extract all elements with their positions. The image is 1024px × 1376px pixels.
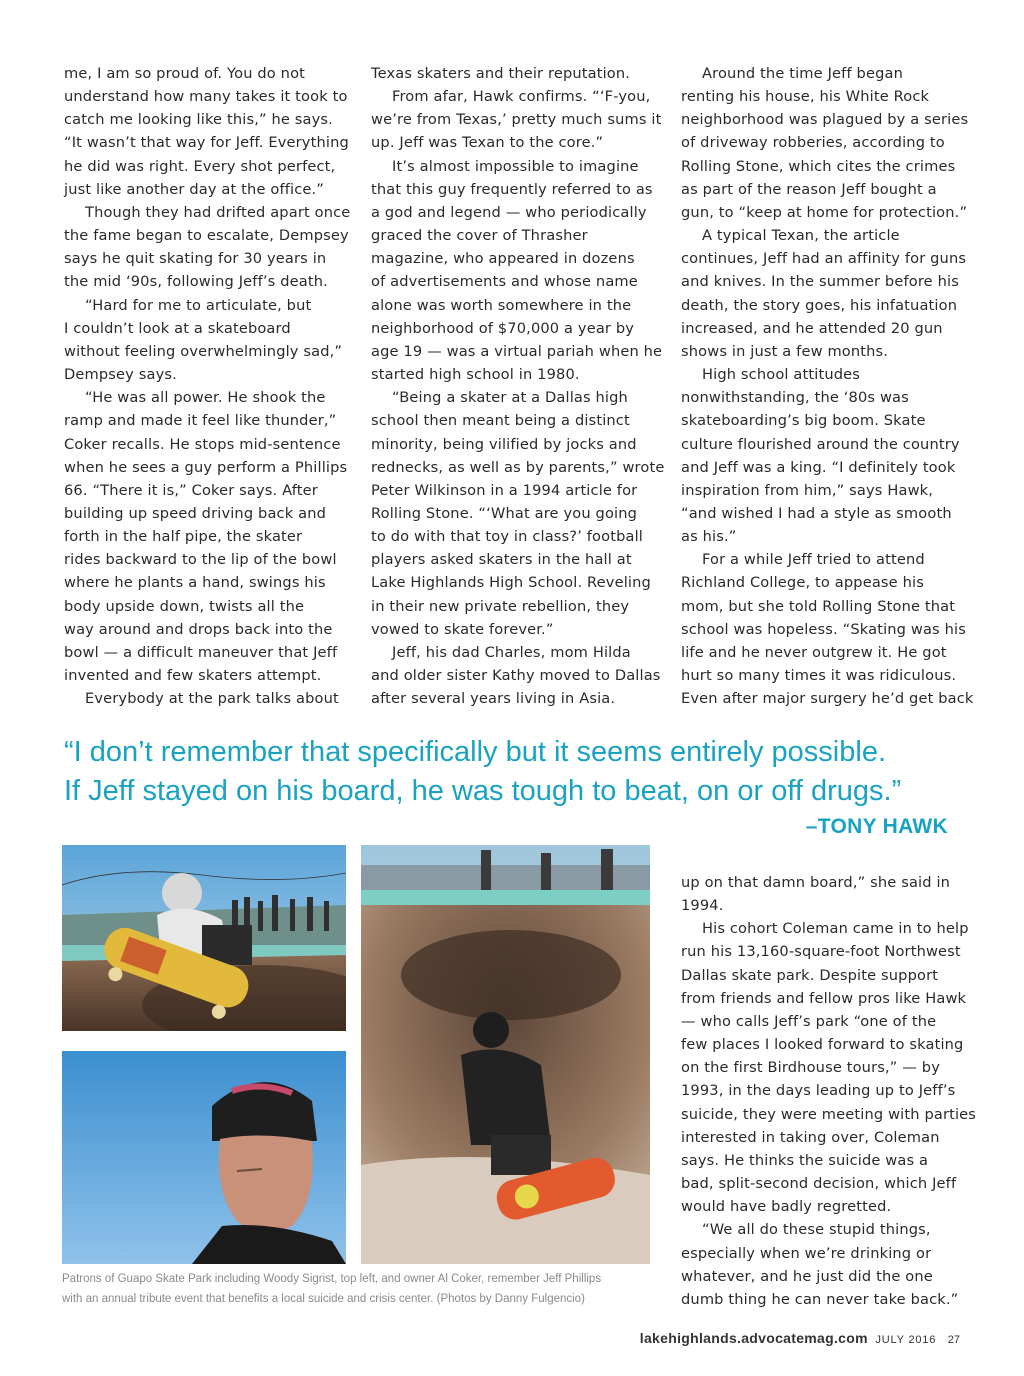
article-line: and Jeff was a king. “I definitely took [681, 458, 956, 476]
article-line: “It wasn’t that way for Jeff. Everything [64, 134, 349, 152]
article-line: school then meant being a distinct [371, 412, 630, 430]
article-column-2 [371, 62, 665, 710]
article-line: Rolling Stone, which cites the crimes [681, 157, 956, 175]
article-line: rides backward to the lip of the bowl [64, 551, 337, 569]
article-line: where he plants a hand, swings his [64, 574, 326, 592]
article-line: especially when we’re drinking or [681, 1244, 932, 1262]
article-line: renting his house, his White Rock [681, 88, 930, 106]
pull-quote-attribution: –TONY HAWK [805, 815, 948, 838]
article-line: Richland College, to appease his [681, 574, 924, 592]
article-line: interested in taking over, Coleman [681, 1128, 940, 1146]
article-line: ramp and made it feel like thunder,” [64, 412, 337, 430]
article-line: 66. “There it is,” Coker says. After [64, 481, 318, 499]
article-line: skateboarding’s big boom. Skate [681, 412, 926, 430]
article-line: and older sister Kathy moved to Dallas [371, 667, 661, 685]
article-line: of advertisements and whose name [371, 273, 638, 291]
article-line: life and he never outgrew it. He got [681, 643, 947, 661]
article-line: “Hard for me to articulate, but [85, 296, 312, 314]
article-line: magazine, who appeared in dozens [371, 250, 635, 268]
article-line: a god and legend — who periodically [371, 203, 647, 221]
article-line: from friends and fellow pros like Hawk [681, 989, 967, 1007]
article-line: building up speed driving back and [64, 504, 327, 522]
article-line: increased, and he attended 20 gun [681, 319, 943, 337]
article-line: Dallas skate park. Despite support [681, 966, 939, 984]
article-line: dumb thing he can never take back.” [681, 1290, 959, 1308]
article-line: continues, Jeff had an affinity for guns [681, 250, 967, 268]
article-line: suicide, they were meeting with parties [681, 1105, 977, 1123]
article-line: inspiration from him,” says Hawk, [681, 481, 934, 499]
article-line: Peter Wilkinson in a 1994 article for [371, 481, 638, 499]
article-line: I couldn’t look at a skateboard [64, 319, 291, 337]
article-line: Though they had drifted apart once [85, 203, 351, 221]
article-line: as part of the reason Jeff bought a [681, 180, 937, 198]
pull-quote-line: If Jeff stayed on his board, he was tough to beat, on or off drugs.” [64, 774, 902, 807]
article-line: says he quit skating for 30 years in [64, 250, 327, 268]
article-line: without feeling overwhelmingly sad,” [64, 342, 343, 360]
article-line: when he sees a guy perform a Phillips [64, 458, 348, 476]
bowl-skater-photo [361, 845, 650, 1264]
article-line: after several years living in Asia. [371, 690, 616, 708]
article-line: and knives. In the summer before his [681, 273, 959, 291]
article-line: Rolling Stone. “‘What are you going [371, 504, 638, 522]
article-line: he did was right. Every shot perfect, [64, 157, 336, 175]
article-line: vowed to skate forever.” [371, 620, 554, 638]
article-line: From afar, Hawk confirms. “‘F-you, [392, 88, 651, 106]
pull-quote-line: “I don’t remember that specifically but it seems entirely possible. [64, 736, 887, 768]
article-line: forth in the half pipe, the skater [64, 528, 303, 546]
article-line: just like another day at the office.” [64, 180, 325, 198]
article-line: understand how many takes it took to [64, 88, 348, 106]
page-number: 27 [947, 1334, 960, 1346]
article-line: in their new private rebellion, they [371, 597, 630, 615]
article-line: shows in just a few months. [681, 342, 889, 360]
article-column-3-continued [681, 871, 977, 1311]
article-line: culture flourished around the country [681, 435, 960, 453]
article-line: hurt so many times it was ridiculous. [681, 667, 957, 685]
helmet-portrait-photo [62, 1051, 346, 1264]
article-line: catch me looking like this,” he says. [64, 111, 333, 129]
article-line: body upside down, twists all the [64, 597, 305, 615]
article-line: Coker recalls. He stops mid-sentence [64, 435, 341, 453]
article-line: as his.” [681, 528, 737, 546]
article-line: the fame began to escalate, Dempsey [64, 227, 349, 245]
article-line: says. He thinks the suicide was a [681, 1151, 929, 1169]
article-line: neighborhood of $70,000 a year by [371, 319, 635, 337]
article-line: that this guy frequently referred to as [371, 180, 653, 198]
article-line: school was hopeless. “Skating was his [681, 620, 966, 638]
photo-caption [62, 1269, 662, 1309]
article-line: whatever, and he just did the one [681, 1267, 933, 1285]
article-line: would have badly regretted. [681, 1198, 892, 1216]
article-line: Everybody at the park talks about [85, 690, 339, 708]
article-line: me, I am so proud of. You do not [64, 65, 306, 82]
footer-site-url[interactable]: lakehighlands.advocatemag.com [639, 1330, 868, 1346]
article-line: 1994. [681, 897, 724, 915]
article-line: “Being a skater at a Dallas high [392, 389, 628, 407]
caption-line: Patrons of Guapo Skate Park including Woody Sigrist, top left, and owner Al Coker, remember Jeff Phillips [62, 1273, 602, 1285]
article-column-1 [64, 62, 354, 710]
article-line: minority, being vilified by jocks and [371, 435, 637, 453]
article-line: death, the story goes, his infatuation [681, 296, 958, 314]
article-line: rednecks, as well as by parents,” wrote [371, 458, 665, 476]
article-line: the mid ‘90s, following Jeff’s death. [64, 273, 328, 291]
article-line: nonwithstanding, the ‘80s was [681, 389, 909, 407]
article-line: A typical Texan, the article [702, 227, 900, 245]
article-line: of driveway robberies, according to [681, 134, 945, 152]
article-line: invented and few skaters attempt. [64, 667, 322, 685]
article-line: Around the time Jeff began [702, 65, 903, 82]
footer-issue-date: JULY 2016 [875, 1334, 937, 1346]
skater-board-grab-photo [62, 845, 346, 1031]
article-line: Texas skaters and their reputation. [371, 65, 631, 82]
article-line: Jeff, his dad Charles, mom Hilda [392, 643, 631, 661]
article-line: “He was all power. He shook the [85, 389, 326, 407]
article-line: run his 13,160-square-foot Northwest [681, 943, 961, 961]
article-line: graced the cover of Thrasher [371, 227, 588, 245]
article-line: neighborhood was plagued by a series [681, 111, 969, 129]
caption-line: with an annual tribute event that benefits a local suicide and crisis center. (Photos by Danny Fulgencio) [62, 1293, 585, 1305]
article-line: Even after major surgery he’d get back [681, 690, 974, 708]
article-line: alone was worth somewhere in the [371, 296, 632, 314]
article-line: Lake Highlands High School. Reveling [371, 574, 651, 592]
article-line: up. Jeff was Texan to the core.” [371, 134, 604, 152]
article-line: up on that damn board,” she said in [681, 874, 951, 891]
article-line: bowl — a difficult maneuver that Jeff [64, 643, 338, 661]
article-line: 1993, in the days leading up to Jeff’s [681, 1082, 956, 1100]
article-line: age 19 — was a virtual pariah when he [371, 342, 663, 360]
article-line: “and wished I had a style as smooth [681, 504, 952, 522]
pull-quote [64, 733, 964, 810]
article-line: gun, to “keep at home for protection.” [681, 203, 968, 221]
article-line: — who calls Jeff’s park “one of the [681, 1012, 937, 1030]
page-footer [640, 1330, 960, 1346]
article-line: we’re from Texas,’ pretty much sums it [371, 111, 662, 129]
article-line: started high school in 1980. [371, 366, 580, 384]
article-line: “We all do these stupid things, [702, 1221, 931, 1239]
article-line: It’s almost impossible to imagine [392, 157, 639, 175]
article-line: Dempsey says. [64, 366, 177, 384]
article-column-3 [681, 62, 974, 710]
article-line: players asked skaters in the hall at [371, 551, 632, 569]
article-line: For a while Jeff tried to attend [702, 551, 925, 569]
article-line: His cohort Coleman came in to help [702, 920, 969, 938]
article-line: on the first Birdhouse tours,” — by [681, 1059, 941, 1077]
article-line: bad, split-second decision, which Jeff [681, 1175, 957, 1193]
article-line: mom, but she told Rolling Stone that [681, 597, 956, 615]
article-line: High school attitudes [702, 366, 861, 384]
article-line: to do with that toy in class?’ football [371, 528, 644, 546]
article-line: few places I looked forward to skating [681, 1036, 964, 1054]
article-line: way around and drops back into the [64, 620, 333, 638]
